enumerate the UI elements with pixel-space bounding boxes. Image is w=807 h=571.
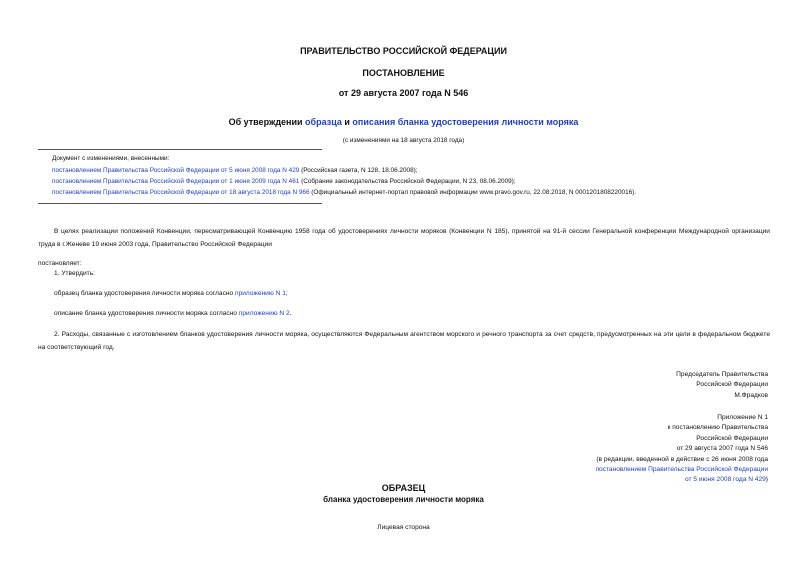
government-heading: ПРАВИТЕЛЬСТВО РОССИЙСКОЙ ФЕДЕРАЦИИ <box>300 46 507 56</box>
appendix-amendment-link[interactable]: постановлением Правительства Российской Федерации <box>595 466 768 474</box>
signature-block <box>676 370 768 401</box>
appendix-2-link[interactable]: приложению N 2 <box>238 310 290 317</box>
title-middle: и <box>341 117 353 127</box>
amendment-source: (Собрание законодательства Российской Федерации, N 23, 08.06.2009); <box>299 178 516 185</box>
preamble-paragraph: В целях реализации положений Конвенции, пересматривающей Конвенцию 1958 года об удостоверениях личности моряков (Конвенции N 185), принятой на 91-й сессии Генеральной конференции Международной организации труда в г.Женеве 19 июня 2003 года, Правительство Российской Федерации <box>38 228 770 248</box>
decrees-label: постановляет: <box>38 260 82 267</box>
appendix-1-link[interactable]: приложению N 1 <box>235 290 286 297</box>
item-1: 1. Утвердить: <box>54 270 95 277</box>
item-1b-end: . <box>289 310 292 317</box>
title-link-sample[interactable]: образца <box>305 117 342 127</box>
sample-subheading: бланка удостоверения личности моряка <box>323 495 484 504</box>
signature-name: М.Фрадков <box>734 391 768 399</box>
appendix-amendment-date-link[interactable]: от 5 июня 2008 года N 429 <box>685 476 766 484</box>
appendix-line: Российской Федерации <box>696 434 768 442</box>
revision-note: (с изменениями на 18 августа 2018 года) <box>342 137 465 144</box>
doc-date-number: от 29 августа 2007 года N 546 <box>338 88 469 98</box>
appendix-line: (в редакции, введенной в действие с 26 июня 2008 года <box>596 455 768 463</box>
amendment-item <box>52 167 418 174</box>
amendments-top-rule <box>38 149 322 150</box>
amendment-link[interactable]: постановлением Правительства Российской Федерации от 5 июня 2008 года N 429 <box>52 167 300 174</box>
appendix-number: Приложение N 1 <box>717 414 768 421</box>
item-2-paragraph: 2. Расходы, связанные с изготовлением бланков удостоверения личности моряка, осуществляются Федеральным агентством морского и речного транспорта за счет средств, предусмотренных на эти цели в федеральном бюджете на соответствующий год. <box>38 331 770 351</box>
appendix-amendment-end: ) <box>765 476 768 484</box>
item-1a-end: ; <box>285 290 288 297</box>
amendment-item <box>52 178 516 185</box>
doc-type-heading: ПОСТАНОВЛЕНИЕ <box>362 68 445 78</box>
title-prefix: Об утверждении <box>228 117 306 127</box>
amendments-intro: Документ с изменениями, внесенными: <box>52 155 170 162</box>
appendix-block <box>595 413 768 486</box>
title-link-description[interactable]: описания бланка удостоверения личности моряка <box>352 117 579 127</box>
item-1b-text: описание бланка удостоверения личности моряка согласно <box>54 310 239 317</box>
amendment-item <box>52 189 636 196</box>
signature-position: Председатель Правительства <box>676 371 768 378</box>
item-1a <box>54 290 288 297</box>
front-side-label: Лицевая сторона <box>377 524 430 531</box>
amendment-link[interactable]: постановлением Правительства Российской Федерации от 1 июня 2009 года N 461 <box>52 178 300 185</box>
amendment-link[interactable]: постановлением Правительства Российской Федерации от 18 августа 2018 года N 966 <box>52 189 310 196</box>
sample-heading: ОБРАЗЕЦ <box>381 483 426 493</box>
amendment-source: (Официальный интернет-портал правовой информации www.pravo.gov.ru, 22.08.2018, N 0001201808220016). <box>309 189 637 196</box>
appendix-line: к постановлению Правительства <box>667 424 768 432</box>
amendment-source: (Российская газета, N 128, 18.06.2008); <box>299 167 418 174</box>
item-1a-text: образец бланка удостоверения личности моряка согласно <box>54 290 236 297</box>
amendments-bottom-rule <box>38 203 322 204</box>
doc-title <box>0 117 807 127</box>
item-1b <box>54 310 292 317</box>
appendix-line: от 29 августа 2007 года N 546 <box>676 445 768 453</box>
signature-organization: Российской Федерации <box>696 381 768 389</box>
